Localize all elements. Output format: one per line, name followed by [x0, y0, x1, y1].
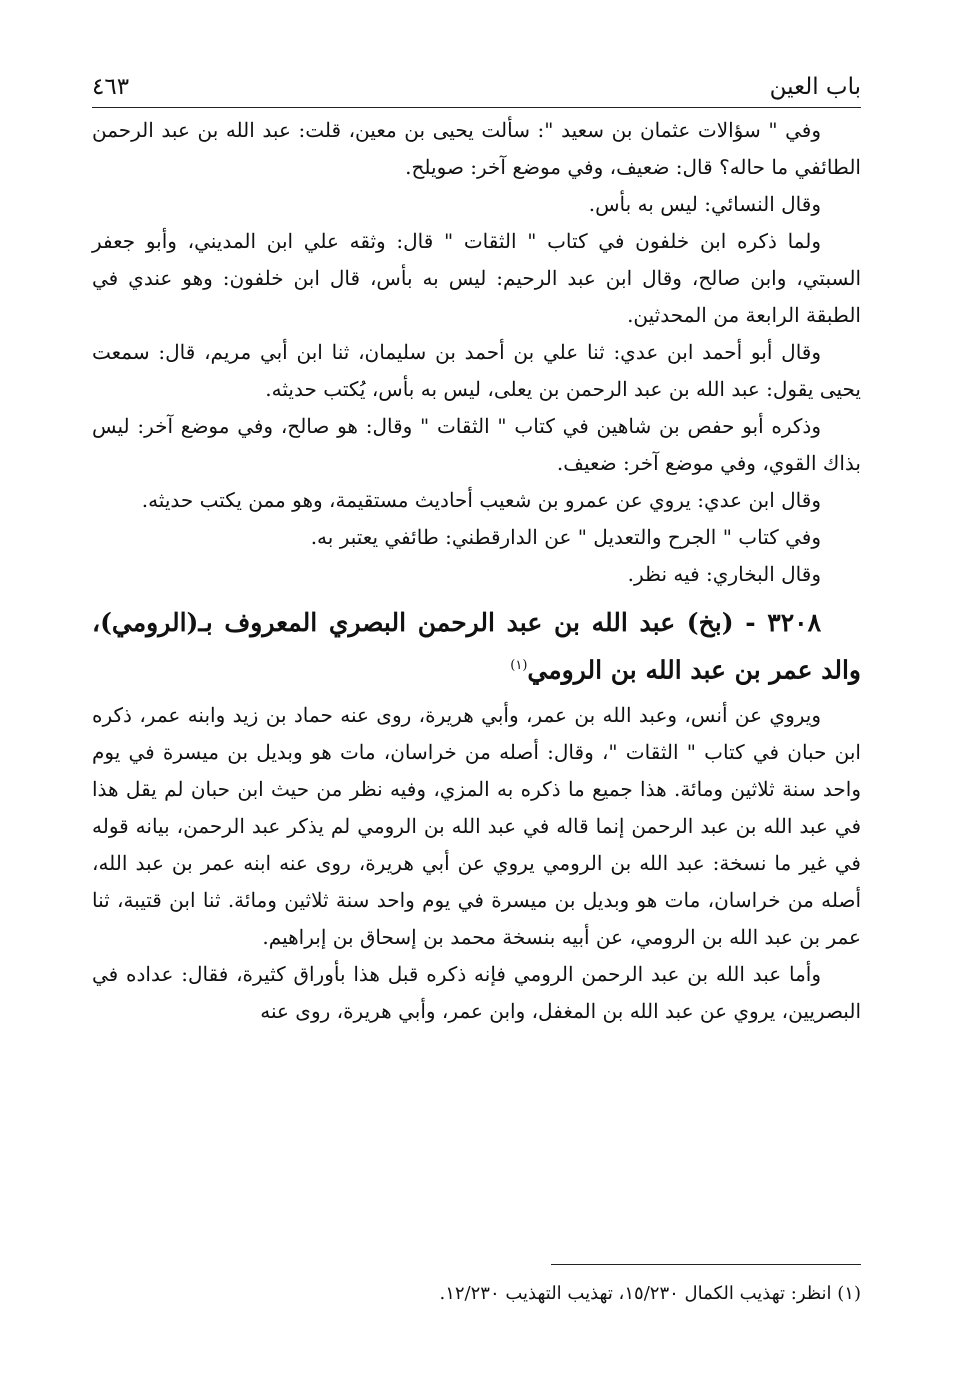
paragraph: وقال النسائي: ليس به بأس.	[588, 192, 821, 216]
main-text	[92, 112, 861, 1030]
paragraph: وقال أبو أحمد ابن عدي: ثنا علي بن أحمد بن سليمان، ثنا ابن أبي مريم، قال: سمعت يحيى يقول: عبد الله بن عبد الرحمن بن يعلى، ليس به بأس، يُكتب حديثه.	[92, 340, 861, 401]
paragraph: وفي كتاب " الجرح والتعديل " عن الدارقطني: طائفي يعتبر به.	[310, 525, 821, 549]
paragraph: وقال البخاري: فيه نظر.	[627, 562, 821, 586]
running-head	[92, 58, 861, 102]
header-rule	[92, 107, 861, 108]
page-number: ٤٦٣	[92, 74, 130, 100]
entry-paragraph: ويروي عن أنس، وعبد الله بن عمر، وأبي هريرة، روى عنه حماد بن زيد وابنه عمر، ذكره ابن حبان في كتاب " الثقات "، وقال: أصله من خراسان، مات هو وبديل بن ميسرة في يوم واحد سنة ثلاثين ومائة. هذا جميع ما ذكره به المزي، وفيه نظر من حيث ابن حبان لم يقل هذا في عبد الله بن عبد الرحمن إنما قاله في عبد الله بن الرومي لم يذكر عبد الرحمن، بيانه قوله في غير ما نسخة: عبد الله بن الرومي يروي عن أبي هريرة، روى عنه ابنه عمر بن عبد الله، أصله من خراسان، مات هو وبديل بن ميسرة في يوم واحد سنة ثلاثين ومائة. ثنا ابن قتيبة، ثنا عمر بن عبد الله بن الرومي، عن أبيه بنسخة محمد بن إسحاق بن إبراهيم.	[92, 703, 862, 950]
paragraph: وقال ابن عدي: يروي عن عمرو بن شعيب أحاديث مستقيمة، وهو ممن يكتب حديثه.	[141, 488, 821, 512]
footnote-reference: (١)	[510, 658, 528, 673]
paragraph: وذكره أبو حفص بن شاهين في كتاب " الثقات " وقال: هو صالح، وفي موضع آخر: ليس بذاك القوي، وفي موضع آخر: ضعيف.	[92, 414, 861, 475]
paragraph: وفي " سؤالات عثمان بن سعيد ": سألت يحيى بن معين، قلت: عبد الله بن عبد الرحمن الطائفي ما حاله؟ قال: ضعيف، وفي موضع آخر: صويلح.	[92, 118, 861, 179]
entry-heading-text: ٣٢٠٨ - (بخ) عبد الله بن عبد الرحمن البصري المعروف بـ(الرومي)، والد عمر بن عبد الله بن الرومي	[92, 608, 861, 685]
entry-heading	[92, 601, 861, 691]
footnote-rule	[551, 1264, 861, 1265]
entry-paragraph: وأما عبد الله بن عبد الرحمن الرومي فإنه ذكره قبل هذا بأوراق كثيرة، فقال: عداده في البصريين، يروي عن عبد الله بن المغفل، وابن عمر، وأبي هريرة، روى عنه	[92, 962, 861, 1024]
paragraph: ولما ذكره ابن خلفون في كتاب " الثقات " قال: وثقه علي ابن المديني، وأبو جعفر السبتي، وابن صالح، وقال ابن عبد الرحيم: ليس به بأس، قال ابن خلفون: وهو عندي في الطبقة الرابعة من المحدثين.	[92, 229, 861, 327]
footnote: (١) انظر: تهذيب الكمال ١٥/٢٣٠، تهذيب التهذيب ١٢/٢٣٠.	[439, 1283, 861, 1304]
section-title: باب العين	[769, 74, 861, 100]
